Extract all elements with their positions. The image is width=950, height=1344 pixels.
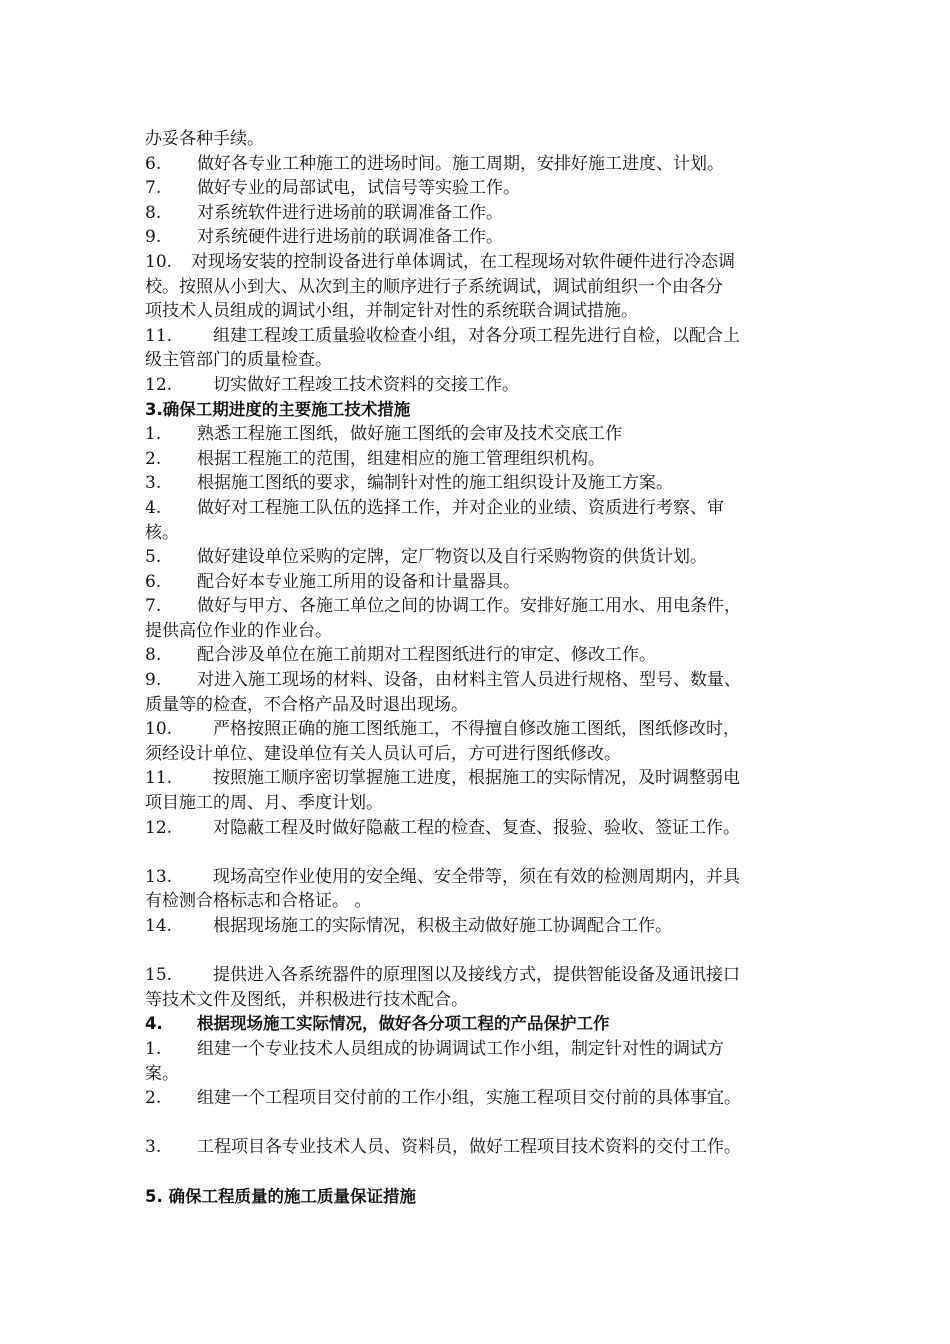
item-text: 根据现场施工的实际情况，积极主动做好施工协调配合工作。	[213, 916, 672, 936]
list-item	[145, 594, 810, 619]
item-number: 1.	[145, 424, 162, 445]
list-item-continuation: 提供高位作业的作业台。	[145, 620, 332, 641]
item-number: 8.	[145, 202, 162, 223]
item-text: 对隐蔽工程及时做好隐蔽工程的检查、复查、报验、验收、签证工作。	[213, 817, 740, 838]
list-item-continuation: 项技术人员组成的调试小组，并制定针对性的系统联合调试措施。	[145, 301, 638, 322]
list-item	[145, 643, 810, 668]
heading-number: 4.	[145, 1014, 163, 1034]
list-item	[145, 447, 810, 472]
list-item	[145, 668, 810, 693]
item-text: 组建一个工程项目交付前的工作小组，实施工程项目交付前的具体事宜。	[197, 1088, 741, 1109]
item-text: 做好对工程施工队伍的选择工作，并对企业的业绩、资质进行考察、审	[197, 497, 724, 518]
item-text: 组建一个专业技术人员组成的协调调试工作小组，制定针对性的调试方	[197, 1038, 724, 1059]
list-item	[145, 225, 810, 250]
item-number: 11.	[145, 325, 173, 346]
list-item-continuation: 须经设计单位、建设单位有关人员认可后，方可进行图纸修改。	[145, 743, 621, 764]
item-number: 5.	[145, 547, 162, 568]
list-item-continuation: 有检测合格标志和合格证。 。	[145, 891, 372, 912]
item-text: 熟悉工程施工图纸，做好施工图纸的会审及技术交底工作	[197, 424, 622, 445]
item-number: 1.	[145, 1038, 162, 1059]
item-number: 4.	[145, 497, 162, 518]
item-number: 10.	[145, 719, 173, 740]
item-number: 11.	[145, 768, 173, 789]
item-number: 6.	[145, 571, 162, 592]
item-number: 2.	[145, 448, 162, 469]
document-body	[145, 127, 810, 1209]
item-text: 提供进入各系统器件的原理图以及接线方式，提供智能设备及通讯接口	[213, 965, 740, 986]
section-heading-5: 5. 确保工程质量的施工质量保证措施	[145, 1186, 416, 1206]
item-number: 13.	[145, 866, 173, 887]
item-text: 对现场安装的控制设备进行单体调试，在工程现场对软件硬件进行冷态调	[191, 251, 735, 272]
list-item	[145, 570, 810, 595]
item-number: 3.	[145, 473, 162, 494]
item-number: 6.	[145, 153, 162, 174]
item-number: 8.	[145, 645, 162, 666]
item-number: 3.	[145, 1137, 162, 1158]
list-item	[145, 471, 810, 496]
list-item	[145, 816, 810, 841]
item-text: 配合涉及单位在施工前期对工程图纸进行的审定、修改工作。	[197, 645, 656, 666]
list-item-continuation: 项目施工的周、月、季度计划。	[145, 793, 383, 814]
item-text: 做好各专业工种施工的进场时间。施工周期，安排好施工进度、计划。	[197, 153, 724, 174]
item-text: 根据施工图纸的要求，编制针对性的施工组织设计及施工方案。	[197, 473, 673, 494]
list-item	[145, 545, 810, 570]
item-text: 切实做好工程竣工技术资料的交接工作。	[213, 374, 519, 395]
item-text: 现场高空作业使用的安全绳、安全带等，须在有效的检测周期内，并具	[213, 866, 740, 887]
list-item	[145, 1037, 810, 1062]
item-text: 对系统硬件进行进场前的联调准备工作。	[197, 227, 503, 248]
list-item	[145, 865, 810, 890]
item-text: 工程项目各专业技术人员、资料员，做好工程项目技术资料的交付工作。	[197, 1137, 741, 1158]
list-item	[145, 496, 810, 521]
list-item	[145, 717, 810, 742]
item-number: 2.	[145, 1088, 162, 1109]
list-item	[145, 373, 810, 398]
item-number: 14.	[145, 916, 173, 936]
list-item	[145, 201, 810, 226]
list-item	[145, 766, 810, 791]
list-item	[145, 1135, 810, 1160]
list-item-continuation: 级主管部门的质量检查。	[145, 350, 332, 371]
item-text: 组建工程竣工质量验收检查小组，对各分项工程先进行自检，以配合上	[213, 325, 740, 346]
item-number: 12.	[145, 374, 173, 395]
item-text: 做好专业的局部试电，试信号等实验工作。	[197, 178, 520, 199]
section-heading-3: 3.确保工期进度的主要施工技术措施	[145, 399, 411, 419]
item-number: 7.	[145, 178, 162, 199]
blank-line	[145, 1160, 810, 1185]
blank-line	[145, 1111, 810, 1136]
item-text: 根据工程施工的范围，组建相应的施工管理组织机构。	[197, 448, 605, 469]
item-text: 做好与甲方、各施工单位之间的协调工作。安排好施工用水、用电条件，	[197, 596, 741, 617]
list-item-continuation: 等技术文件及图纸，并积极进行技术配合。	[145, 989, 468, 1010]
item-number: 9.	[145, 227, 162, 248]
list-item-continuation: 校。按照从小到大、从次到主的顺序进行子系统调试，调试前组织一个由各分	[145, 276, 723, 297]
list-item-continuation: 案。	[145, 1063, 179, 1084]
item-text: 对系统软件进行进场前的联调准备工作。	[197, 202, 503, 223]
item-number: 7.	[145, 596, 162, 617]
list-item	[145, 250, 810, 275]
intro-tail: 办妥各种手续。	[145, 129, 264, 149]
item-text: 做好建设单位采购的定牌，定厂物资以及自行采购物资的供货计划。	[197, 547, 707, 568]
section-heading-4	[145, 1012, 810, 1037]
item-text: 按照施工顺序密切掌握施工进度，根据施工的实际情况，及时调整弱电	[213, 768, 740, 789]
heading-text: 根据现场施工实际情况，做好各分项工程的产品保护工作	[197, 1014, 610, 1034]
list-item	[145, 914, 810, 939]
item-text: 严格按照正确的施工图纸施工，不得擅自修改施工图纸，图纸修改时，	[213, 719, 740, 740]
list-item-continuation: 质量等的检查，不合格产品及时退出现场。	[145, 694, 468, 715]
item-number: 15.	[145, 965, 173, 986]
blank-line	[145, 840, 810, 865]
blank-line	[145, 939, 810, 964]
list-item	[145, 176, 810, 201]
list-item	[145, 152, 810, 177]
item-text: 配合好本专业施工所用的设备和计量器具。	[197, 571, 520, 592]
list-item	[145, 324, 810, 349]
item-number: 10.	[145, 251, 173, 272]
list-item	[145, 1086, 810, 1111]
item-number: 12.	[145, 817, 173, 838]
item-number: 9.	[145, 670, 162, 691]
list-item	[145, 422, 810, 447]
item-text: 对进入施工现场的材料、设备，由材料主管人员进行规格、型号、数量、	[197, 670, 741, 691]
list-item-continuation: 核。	[145, 522, 179, 543]
list-item	[145, 963, 810, 988]
